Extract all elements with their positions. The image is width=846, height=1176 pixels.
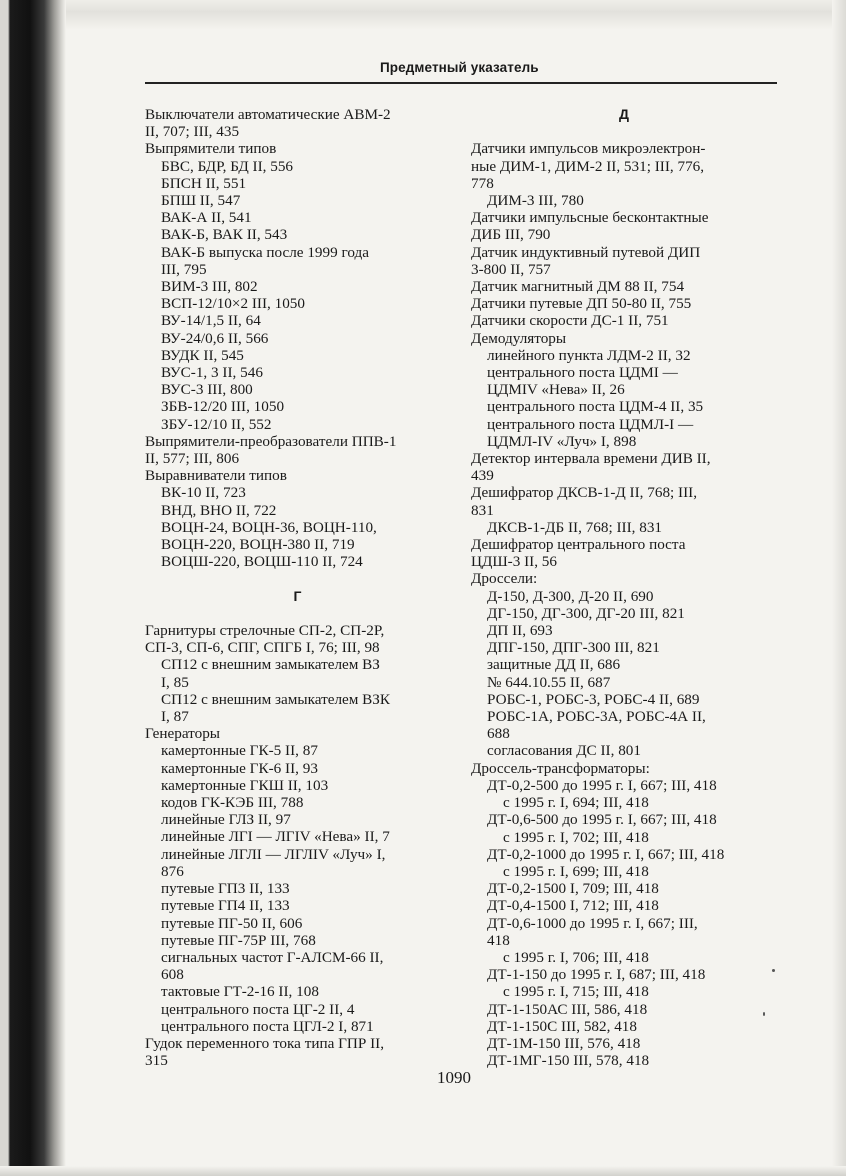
index-subentry: ВОЦН-24, ВОЦН-36, ВОЦН-110, [161, 518, 377, 536]
index-subentry: ЗБУ-12/10 II, 552 [161, 415, 272, 433]
index-subentry: линейные ЛГI — ЛГIV «Нева» II, 7 [161, 828, 390, 846]
index-subentry: ДТ-0,2-1000 до 1995 г. I, 667; III, 418 [487, 845, 725, 863]
index-entry: ЦДШ-3 II, 56 [471, 553, 557, 571]
index-subentry: ВОЦН-220, ВОЦН-380 II, 719 [161, 536, 355, 554]
index-entry: Дроссель-трансформаторы: [471, 759, 650, 777]
scan-speck [763, 1012, 765, 1016]
index-subentry: ВИМ-3 III, 802 [161, 278, 258, 296]
index-subentry: I, 87 [161, 708, 189, 726]
index-subentry: линейного пункта ЛДМ-2 II, 32 [487, 346, 691, 364]
index-entry: Детектор интервала времени ДИВ II, [471, 450, 711, 468]
index-subentry: ДТ-0,4-1500 I, 712; III, 418 [487, 897, 659, 915]
index-subentry: линейные ГЛЗ II, 97 [161, 811, 291, 829]
index-subentry: 688 [487, 725, 510, 743]
index-subentry: камертонные ГКШ II, 103 [161, 776, 329, 794]
index-subentry: ДГ-150, ДГ-300, ДГ-20 III, 821 [487, 604, 685, 622]
index-subentry: БПШ II, 547 [161, 192, 241, 210]
index-entry: Выпрямители-преобразователи ППВ-1 [145, 432, 397, 450]
scan-speck [772, 969, 775, 972]
index-entry: ДИБ III, 790 [471, 226, 551, 244]
book-spine-shadow [0, 0, 66, 1176]
index-subentry: ВУС-3 III, 800 [161, 381, 253, 399]
index-entry: Дешифратор центрального поста [471, 536, 686, 554]
index-entry: Датчик индуктивный путевой ДИП [471, 243, 701, 261]
index-entry: Датчики импульсов микроэлектрон- [471, 140, 706, 158]
page-edge-top [0, 0, 846, 30]
index-subentry: БВС, БДР, БД II, 556 [161, 157, 294, 175]
index-subentry: ДТ-1-150АС III, 586, 418 [487, 1000, 648, 1018]
index-subentry: путевые ПГ-50 II, 606 [161, 914, 303, 932]
index-subentry: ВУДК II, 545 [161, 346, 244, 364]
index-subentry: ДТ-0,2-500 до 1995 г. I, 667; III, 418 [487, 776, 717, 794]
index-subentry: 418 [487, 931, 510, 949]
index-entry: Выключатели автоматические АВМ-2 [145, 106, 391, 123]
index-subentry: БПСН II, 551 [161, 174, 247, 192]
page-edge-bottom [0, 1166, 846, 1176]
index-entry: Дешифратор ДКСВ-1-Д II, 768; III, [471, 484, 698, 502]
index-subentry: ДТ-0,2-1500 I, 709; III, 418 [487, 880, 659, 898]
index-entry: Выпрямители типов [145, 140, 277, 158]
index-subentry: центрального поста ЦДМЛ-I — [487, 415, 694, 433]
page-number: 1090 [437, 1068, 471, 1087]
index-entry: Датчики скорости ДС-1 II, 751 [471, 312, 669, 330]
index-subentry: ВК-10 II, 723 [161, 484, 246, 502]
index-entry: ные ДИМ-1, ДИМ-2 II, 531; III, 776, [471, 157, 705, 175]
index-subentry: ДТ-1МГ-150 III, 578, 418 [487, 1052, 650, 1070]
running-head: Предметный указатель [380, 60, 539, 75]
index-subentry: № 644.10.55 II, 687 [487, 673, 611, 691]
index-subentry: СП12 с внешним замыкателем ВЗ [161, 656, 380, 674]
index-entry: Выравниватели типов [145, 467, 287, 485]
index-subentry: ЦДМIV «Нева» II, 26 [487, 381, 625, 399]
index-entry: 439 [471, 467, 494, 485]
index-column-right [471, 106, 777, 1069]
index-subentry: камертонные ГК-5 II, 87 [161, 742, 318, 760]
index-subentry: линейные ЛГЛI — ЛГЛIV «Луч» I, [161, 845, 386, 863]
spacer [145, 605, 450, 622]
index-subentry: ДКСВ-1-ДБ II, 768; III, 831 [487, 518, 663, 536]
index-subentry: I, 85 [161, 673, 189, 691]
index-subentry: ВУС-1, 3 II, 546 [161, 364, 263, 382]
index-subentry: ВОЦШ-220, ВОЦШ-110 II, 724 [161, 553, 363, 571]
index-subentry: ЗБВ-12/20 III, 1050 [161, 398, 285, 416]
index-subentry: ВСП-12/10×2 III, 1050 [161, 295, 305, 313]
index-entry: Датчик магнитный ДМ 88 II, 754 [471, 278, 685, 295]
index-column-left [145, 106, 450, 1069]
index-subentry: ДТ-0,6-500 до 1995 г. I, 667; III, 418 [487, 811, 717, 829]
index-subentry-nested: с 1995 г. I, 702; III, 418 [503, 828, 649, 846]
index-entry: Демодуляторы [471, 329, 567, 347]
index-subentry: ВАК-Б выпуска после 1999 года [161, 243, 369, 261]
index-subentry: ВНД, ВНО II, 722 [161, 501, 277, 519]
index-subentry: СП12 с внешним замыкателем ВЗК [161, 690, 391, 708]
page-edge-right [832, 0, 846, 1176]
index-subentry: центрального поста ЦГ-2 II, 4 [161, 1000, 355, 1018]
index-entry: Датчики импульсные бесконтактные [471, 209, 709, 227]
index-subentry-nested: с 1995 г. I, 694; III, 418 [503, 794, 649, 812]
index-entry: 831 [471, 501, 494, 519]
index-subentry: ДТ-0,6-1000 до 1995 г. I, 667; III, [487, 914, 698, 932]
index-entry: Гудок переменного тока типа ГПР II, [145, 1034, 385, 1052]
index-subentry: тактовые ГТ-2-16 II, 108 [161, 983, 319, 1001]
index-subentry: центрального поста ЦДМI — [487, 364, 678, 382]
section-letter: Д [619, 106, 629, 122]
index-subentry: 876 [161, 862, 184, 880]
index-entry: 778 [471, 174, 494, 192]
index-subentry: путевые ПГ-75Р III, 768 [161, 931, 316, 949]
index-entry: Гарнитуры стрелочные СП-2, СП-2Р, [145, 622, 385, 640]
spacer [471, 123, 777, 140]
index-subentry: Д-150, Д-300, Д-20 II, 690 [487, 587, 654, 605]
index-subentry: ВАК-Б, ВАК II, 543 [161, 226, 288, 244]
index-subentry: ДТ-1-150 до 1995 г. I, 687; III, 418 [487, 966, 706, 984]
index-subentry: ДТ-1М-150 III, 576, 418 [487, 1034, 641, 1052]
index-entry: Дроссели: [471, 570, 538, 588]
index-subentry: 608 [161, 966, 184, 984]
index-entry: Датчики путевые ДП 50-80 II, 755 [471, 295, 692, 313]
index-subentry-nested: с 1995 г. I, 715; III, 418 [503, 983, 649, 1001]
section-letter: Г [293, 587, 302, 604]
index-subentry-nested: с 1995 г. I, 699; III, 418 [503, 862, 649, 880]
index-subentry: ЦДМЛ-IV «Луч» I, 898 [487, 432, 637, 450]
index-subentry: РОБС-1А, РОБС-3А, РОБС-4А II, [487, 708, 706, 726]
index-subentry: камертонные ГК-6 II, 93 [161, 759, 318, 777]
index-subentry: ВАК-А II, 541 [161, 209, 252, 227]
index-subentry: ДПГ-150, ДПГ-300 III, 821 [487, 639, 660, 657]
header-rule [145, 82, 777, 84]
index-subentry: ВУ-24/0,6 II, 566 [161, 329, 269, 347]
index-subentry: ДИМ-3 III, 780 [487, 191, 584, 209]
index-entry: II, 707; III, 435 [145, 123, 240, 141]
index-subentry: согласования ДС II, 801 [487, 742, 641, 760]
index-subentry: центрального поста ЦДМ-4 II, 35 [487, 398, 704, 416]
index-subentry: центрального поста ЦГЛ-2 I, 871 [161, 1017, 374, 1035]
spacer [145, 570, 450, 587]
index-subentry: сигнальных частот Г-АЛСМ-66 II, [161, 948, 384, 966]
index-subentry: путевые ГП3 II, 133 [161, 880, 290, 898]
index-entry: 3-800 II, 757 [471, 260, 551, 278]
index-subentry: путевые ГП4 II, 133 [161, 897, 290, 915]
index-subentry-nested: с 1995 г. I, 706; III, 418 [503, 948, 649, 966]
index-subentry: III, 795 [161, 260, 207, 278]
index-entry: СП-3, СП-6, СПГ, СПГБ I, 76; III, 98 [145, 639, 380, 657]
index-subentry: РОБС-1, РОБС-3, РОБС-4 II, 689 [487, 690, 700, 708]
index-subentry: кодов ГК-КЭБ III, 788 [161, 794, 304, 812]
index-entry: Генераторы [145, 725, 221, 743]
index-subentry: ДП II, 693 [487, 622, 553, 640]
index-subentry: ДТ-1-150С III, 582, 418 [487, 1017, 637, 1035]
index-entry: II, 577; III, 806 [145, 450, 240, 468]
index-entry: 315 [145, 1052, 168, 1070]
index-subentry: защитные ДД II, 686 [487, 656, 621, 674]
index-subentry: ВУ-14/1,5 II, 64 [161, 312, 261, 330]
